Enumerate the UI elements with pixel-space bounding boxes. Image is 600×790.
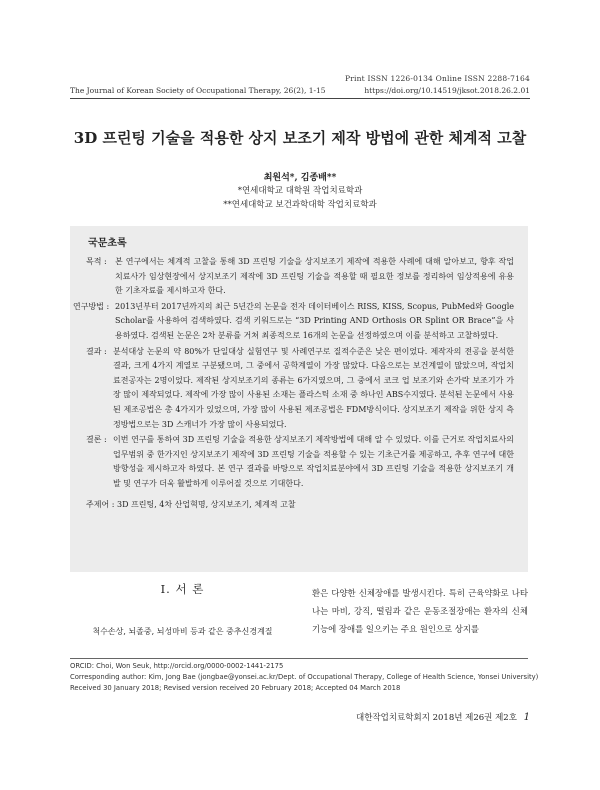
section-heading-introduction: Ⅰ. 서 론 bbox=[160, 582, 205, 596]
affiliation-2: **연세대학교 보건과학대학 작업치료학과 bbox=[223, 200, 377, 210]
abstract-results bbox=[86, 345, 514, 433]
issn-line: Print ISSN 1226-0134 Online ISSN 2288-7164 bbox=[345, 74, 530, 83]
footnote-dates: Received 30 January 2018; Revised version received 20 February 2018; Accepted 04 March 2018 bbox=[70, 684, 401, 692]
conclusion-text: 이번 연구를 통하여 3D 프린팅 기술을 적용한 상지보조기 제작방법에 대해 알 수 있었다. 이를 근거로 작업치료사의 업무범위 중 한가지인 상지보조기 제작에 3D 프린팅 기술을 적용할 수 있는 기초근거를 제공하고, 추후 연구에 대한 방향성을 제시하고자 하였다. 본 연구 결과를 바탕으로 작업치료분야에서 3D 프린팅 기술을 적용한 상지보조기 개발 및 연구가 더욱 활발하게 이루어질 것으로 기대한다. bbox=[113, 435, 514, 488]
abstract-conclusion bbox=[86, 433, 514, 491]
authors: 최원석*, 김종배** bbox=[263, 173, 337, 183]
abstract-box bbox=[70, 226, 528, 572]
keywords-label: 주제어 : bbox=[86, 499, 115, 509]
keywords-text: 3D 프린팅, 4차 산업혁명, 상지보조기, 체계적 고찰 bbox=[116, 499, 296, 509]
affiliation-1: *연세대학교 대학원 작업치료학과 bbox=[237, 186, 363, 196]
page-number: 1 bbox=[523, 712, 530, 723]
footnote-orcid: ORCID: Choi, Won Seuk, http://orcid.org/0000-0002-1441-2175 bbox=[70, 662, 284, 670]
abstract-method bbox=[73, 300, 514, 344]
method-text: 2013년부터 2017년까지의 최근 5년간의 논문을 전자 데이터베이스 RISS, KISS, Scopus, PubMed와 Google Scholar를 사용하여 검색하였다. 검색 키워드로는 “3D Printing AND Orthosis OR Splint OR Brace”을 사용하였다. 검색된 논문은 2차 분류를 거쳐 최종적으로 16개의 논문을 선정하였으며 이를 분석하고 고찰하였다. bbox=[115, 301, 514, 340]
journal-citation: The Journal of Korean Society of Occupational Therapy, 26(2), 1-15 bbox=[70, 86, 326, 95]
paper-title: 3D 프린팅 기술을 적용한 상지 보조기 제작 방법에 관한 체계적 고찰 bbox=[73, 129, 527, 147]
purpose-text: 본 연구에서는 체계적 고찰을 통해 3D 프린팅 기술을 상지보조기 제작에 적용한 사례에 대해 알아보고, 향후 작업치료사가 임상현장에서 상지보조기 제작에 3D 프린팅 기술을 적용할 때 필요한 정보를 정리하여 임상적용에 유용한 기초자료를 제시하고자 한다. bbox=[115, 257, 514, 296]
conclusion-label: 결론 : bbox=[86, 435, 107, 445]
purpose-label: 목적 : bbox=[86, 257, 107, 266]
abstract-keywords bbox=[86, 499, 514, 510]
doi-link[interactable]: https://doi.org/10.14519/jksot.2018.26.2.01 bbox=[364, 86, 530, 95]
intro-left-column: 척수손상, 뇌졸중, 뇌성마비 등과 같은 중추신경계질 bbox=[92, 627, 273, 636]
intro-right-column: 환은 다양한 신체장애를 발생시킨다. 특히 근육약화로 나타나는 마비, 강직, 떨림과 같은 운동조절장애는 환자의 신체기능에 장애를 일으키는 주요 원인으로 상지를 bbox=[312, 588, 528, 634]
footer-journal-issue: 대한작업치료학회지 2018년 제26권 제2호 bbox=[356, 713, 517, 723]
header-rule bbox=[70, 98, 530, 99]
footnote-rule bbox=[70, 658, 528, 659]
page-footer bbox=[356, 711, 530, 723]
results-label: 결과 : bbox=[86, 346, 107, 356]
footnote-corresponding: Corresponding author: Kim, Jong Bae (jongbae@yonsei.ac.kr/Dept. of Occupational Therapy, College of Health Science, Yonsei University) bbox=[70, 673, 539, 681]
method-label: 연구방법 : bbox=[73, 301, 110, 311]
abstract-purpose bbox=[86, 255, 514, 299]
results-text: 분석대상 논문의 약 80%가 단일대상 실험연구 및 사례연구로 질적수준은 낮은 편이었다. 제작자의 전공을 분석한 결과, 크게 4가지 계열로 구분됐으며, 그 중에서 공학계열이 가장 많았다. 다음으로는 보건계열이 많았으며, 작업치료전공자는 2명이었다. 제작된 상지보조기의 종류는 6가지였으며, 그 중에서 코크 업 보조기와 손가락 보조기가 가장 많이 제작되었다. 제작에 가장 많이 사용된 소재는 플라스틱 소재 중 하나인 ABS수지였다. 분석된 논문에서 사용된 제조공법은 총 4가지가 있었으며, 가장 많이 사용된 제조공법은 FDM방식이다. 상지보조기 제작을 위한 상지 측정방법으로는 3D 스캐너가 가장 많이 사용되었다. bbox=[113, 346, 514, 429]
abstract-heading: 국문초록 bbox=[88, 238, 127, 249]
